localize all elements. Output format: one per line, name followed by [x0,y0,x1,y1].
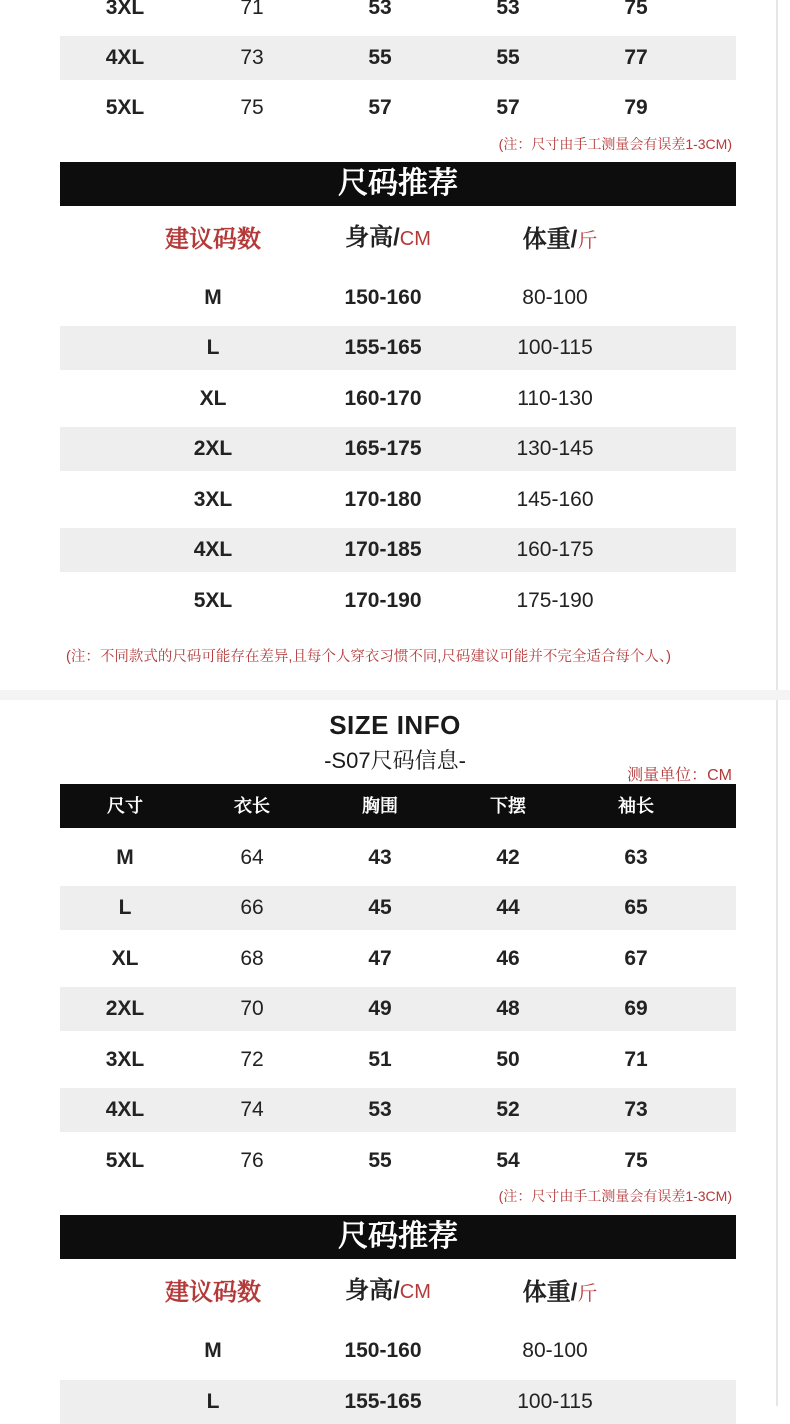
value-cell: 71 [624,1048,648,1071]
value-cell: 79 [624,96,648,119]
rec-height-cell: 155-165 [344,336,422,359]
value-cell: 44 [496,896,520,919]
rec-weight-cell: 80-100 [522,1339,588,1362]
measurement-note: (注：尺寸由手工测量会有误差1-3CM) [498,136,732,152]
recommend-head-height [328,1271,448,1311]
size-cell: 5XL [105,96,145,119]
value-cell: 71 [240,0,264,19]
size-cell: 5XL [105,1149,145,1172]
rec-size-cell: L [206,1390,220,1413]
recommend-head-height [328,218,448,258]
rec-size-cell: 4XL [193,538,233,561]
recommend-row [60,478,736,522]
size-cell: 4XL [105,1098,145,1121]
rec-height-cell: 170-180 [344,488,422,511]
size-info-subtitle: -S07尺码信息- [324,748,466,773]
size-cell: 4XL [105,46,145,69]
value-cell: 67 [624,947,648,970]
table-row [60,36,736,80]
table-row [60,1038,736,1082]
recommend-head-size: 建议码数 [165,1279,261,1306]
rec-weight-cell: 130-145 [516,437,594,460]
recommend-row [60,1380,736,1424]
rec-height-cell: 155-165 [344,1390,422,1413]
header-hem: 下摆 [490,796,526,816]
value-cell: 68 [240,947,264,970]
value-cell: 64 [240,846,264,869]
value-cell: 74 [240,1098,264,1121]
rec-height-cell: 165-175 [344,437,422,460]
value-cell: 55 [368,1149,392,1172]
value-cell: 45 [368,896,392,919]
rec-size-cell: M [204,1339,222,1362]
unit-label: 测量单位：CM [627,767,732,784]
recommend-title: 尺码推荐 [338,1220,458,1253]
recommend-title-bar [60,162,736,206]
rec-size-cell: XL [199,387,227,410]
value-cell: 55 [496,46,520,69]
table-row [60,1139,736,1183]
value-cell: 57 [496,96,520,119]
recommend-row [60,427,736,471]
rec-height-cell: 170-190 [344,589,422,612]
value-cell: 53 [368,1098,392,1121]
value-cell: 73 [240,46,264,69]
rec-weight-cell: 100-115 [517,1390,593,1413]
height-label: 身高/ [345,224,400,251]
rec-weight-cell: 100-115 [517,336,593,359]
value-cell: 43 [368,846,392,869]
recommend-row [60,1329,736,1373]
size-info-title: SIZE INFO [329,710,461,740]
recommend-row [60,377,736,421]
recommend-head-weight [500,220,620,260]
weight-label: 体重/ [522,1279,578,1306]
value-cell: 63 [624,846,648,869]
recommend-row [60,326,736,370]
value-cell: 51 [368,1048,392,1071]
table-row [60,0,736,30]
height-unit: CM [399,228,431,250]
height-unit: CM [399,1281,431,1303]
rec-weight-cell: 160-175 [516,538,594,561]
header-chest: 胸围 [362,796,398,816]
value-cell: 42 [496,846,520,869]
size-cell: 3XL [105,0,145,19]
header-length: 衣长 [234,796,270,816]
value-cell: 48 [496,997,520,1020]
value-cell: 46 [496,947,520,970]
size-chart-panel-bottom [0,700,790,1413]
rec-height-cell: 170-185 [344,538,422,561]
value-cell: 53 [496,0,520,19]
recommend-row [60,579,736,623]
table-row [60,836,736,880]
value-cell: 52 [496,1098,520,1121]
rec-size-cell: L [206,336,220,359]
size-cell: XL [111,947,139,970]
value-cell: 75 [624,0,648,19]
table-row [60,86,736,130]
value-cell: 49 [368,997,392,1020]
recommend-title: 尺码推荐 [338,167,458,200]
rec-weight-cell: 175-190 [516,589,594,612]
value-cell: 47 [368,947,392,970]
table-row [60,1088,736,1132]
weight-unit: 斤 [577,230,598,252]
weight-label: 体重/ [522,226,578,253]
value-cell: 73 [624,1098,648,1121]
value-cell: 55 [368,46,392,69]
measurement-note: (注：尺寸由手工测量会有误差1-3CM) [498,1188,732,1204]
recommend-note: (注：不同款式的尺码可能存在差异,且每个人穿衣习惯不同,尺码建议可能并不完全适合每个人、) [66,649,671,665]
section-divider [0,690,790,700]
value-cell: 66 [240,896,264,919]
rec-weight-cell: 145-160 [516,488,594,511]
rec-weight-cell: 80-100 [522,286,588,309]
size-cell: L [118,896,132,919]
recommend-head-weight [500,1273,620,1313]
table-row [60,886,736,930]
recommend-title-bar [60,1215,736,1259]
value-cell: 53 [368,0,392,19]
value-cell: 70 [240,997,264,1020]
value-cell: 57 [368,96,392,119]
value-cell: 76 [240,1149,264,1172]
rec-size-cell: 2XL [193,437,233,460]
weight-unit: 斤 [577,1283,598,1305]
value-cell: 65 [624,896,648,919]
value-cell: 69 [624,997,648,1020]
value-cell: 54 [496,1149,520,1172]
table-row [60,987,736,1031]
recommend-row [60,276,736,320]
size-cell: 3XL [105,1048,145,1071]
recommend-row [60,528,736,572]
value-cell: 50 [496,1048,520,1071]
size-chart-panel-top [0,0,790,690]
rec-size-cell: M [204,286,222,309]
rec-height-cell: 160-170 [344,387,422,410]
size-cell: 2XL [105,997,145,1020]
recommend-head-size: 建议码数 [165,226,261,253]
rec-size-cell: 3XL [193,488,233,511]
value-cell: 77 [624,46,648,69]
header-size: 尺寸 [107,796,143,816]
size-table-header [60,784,736,828]
rec-size-cell: 5XL [193,589,233,612]
size-cell: M [116,846,134,869]
height-label: 身高/ [345,1277,400,1304]
rec-height-cell: 150-160 [344,286,422,309]
value-cell: 72 [240,1048,264,1071]
rec-weight-cell: 110-130 [517,387,593,410]
rec-height-cell: 150-160 [344,1339,422,1362]
table-row [60,937,736,981]
value-cell: 75 [240,96,264,119]
value-cell: 75 [624,1149,648,1172]
header-sleeve: 袖长 [618,796,654,816]
